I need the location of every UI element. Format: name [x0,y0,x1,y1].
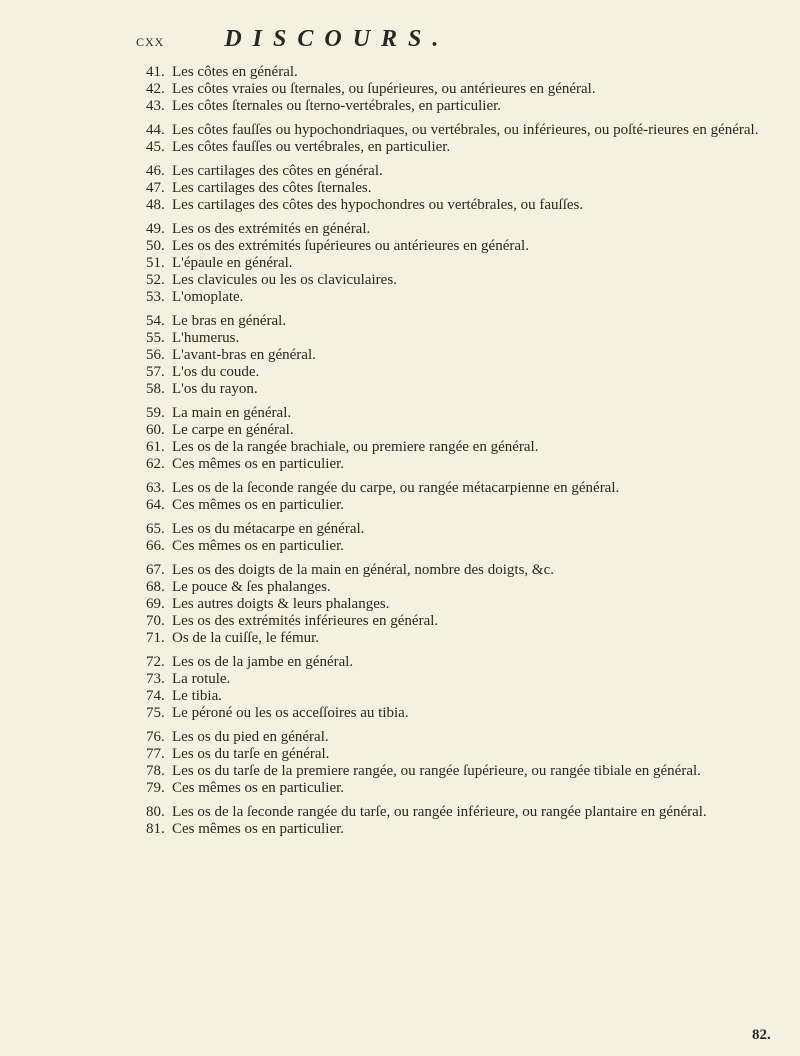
entry-number: 80. [146,804,165,820]
entry-number: 76. [146,729,165,745]
entry-text: Les os de la jambe en général. [172,654,354,670]
entry-number: 79. [146,780,165,796]
list-item [146,596,786,613]
entry-text: Les autres doigts & leurs phalanges. [172,596,390,612]
entry-list [146,64,786,838]
entry-number: 59. [146,405,165,421]
list-item [146,688,786,705]
list-item [146,497,786,514]
entry-number: 66. [146,538,165,554]
list-item [146,538,786,555]
list-item [146,330,786,347]
entry-number: 60. [146,422,165,438]
list-item [146,64,786,81]
entry-number: 57. [146,364,165,380]
entry-text: Les os de la ſeconde rangée du carpe, ou rangée métacarpienne en général. [172,480,620,496]
entry-number: 73. [146,671,165,687]
list-item [146,456,786,473]
entry-text: L'omoplate. [172,289,244,305]
entry-text: Les os de la ſeconde rangée du tarſe, ou rangée inférieure, ou rangée plantaire en général. [172,804,707,820]
entry-text: Ces mêmes os en particulier. [172,780,345,796]
entry-text: Ces mêmes os en particulier. [172,538,345,554]
list-item [146,763,786,780]
entry-text: L'humerus. [172,330,240,346]
entry-text: Les côtes vraies ou ſternales, ou ſupérieures, ou antérieures en général. [172,81,596,97]
entry-text: Le carpe en général. [172,422,294,438]
list-item [146,347,786,364]
entry-text: L'avant-bras en général. [172,347,316,363]
entry-text: Les clavicules ou les os claviculaires. [172,272,397,288]
list-item [146,381,786,398]
entry-text: L'os du rayon. [172,381,258,397]
entry-text: Les os de la rangée brachiale, ou premiere rangée en général. [172,439,539,455]
entry-number: 50. [146,238,165,254]
list-item [146,480,786,497]
list-item [146,221,786,238]
entry-text: La rotule. [172,671,231,687]
entry-text: Les os des extrémités ſupérieures ou antérieures en général. [172,238,529,254]
entry-text: Ces mêmes os en particulier. [172,497,345,513]
entry-number: 81. [146,821,165,837]
entry-text: La main en général. [172,405,292,421]
entry-text: Les os des extrémités inférieures en général. [172,613,439,629]
list-item [146,780,786,797]
entry-text: Les côtes ſternales ou ſterno-vertébrales, en particulier. [172,98,502,114]
entry-number: 55. [146,330,165,346]
entry-number: 51. [146,255,165,271]
entry-text: Les os du pied en général. [172,729,329,745]
entry-number: 64. [146,497,165,513]
entry-text: L'os du coude. [172,364,260,380]
entry-text: Les os du tarſe de la premiere rangée, ou rangée ſupérieure, ou rangée tibiale en général. [172,763,701,779]
entry-text: Les cartilages des côtes des hypochondres ou vertébrales, ou fauſſes. [172,197,584,213]
entry-number: 46. [146,163,165,179]
entry-number: 78. [146,763,165,779]
list-item [146,238,786,255]
list-item [146,255,786,272]
page-header [136,26,756,53]
list-item [146,613,786,630]
list-item [146,422,786,439]
entry-text: Le bras en général. [172,313,287,329]
list-item [146,272,786,289]
entry-number: 71. [146,630,165,646]
entry-number: 47. [146,180,165,196]
list-item [146,139,786,156]
list-item [146,579,786,596]
list-item [146,746,786,763]
list-item [146,562,786,579]
entry-text: Ces mêmes os en particulier. [172,821,345,837]
list-item [146,163,786,180]
entry-text: Ces mêmes os en particulier. [172,456,345,472]
entry-number: 65. [146,521,165,537]
list-item [146,81,786,98]
list-item [146,630,786,647]
entry-number: 54. [146,313,165,329]
list-item [146,671,786,688]
entry-number: 62. [146,456,165,472]
entry-text: Les côtes en général. [172,64,298,80]
entry-text: Les os du tarſe en général. [172,746,330,762]
list-item [146,654,786,671]
list-item [146,289,786,306]
entry-number: 53. [146,289,165,305]
list-item [146,197,786,214]
entry-text: Les cartilages des côtes en général. [172,163,383,179]
list-item [146,821,786,838]
entry-text: Les côtes fauſſes ou vertébrales, en particulier. [172,139,451,155]
entry-number: 75. [146,705,165,721]
list-item [146,804,786,821]
entry-number: 49. [146,221,165,237]
entry-number: 69. [146,596,165,612]
list-item [146,364,786,381]
entry-number: 45. [146,139,165,155]
entry-text: Les os du métacarpe en général. [172,521,365,537]
entry-number: 72. [146,654,165,670]
entry-number: 44. [146,122,165,138]
entry-number: 41. [146,64,165,80]
entry-number: 42. [146,81,165,97]
entry-number: 58. [146,381,165,397]
entry-number: 48. [146,197,165,213]
entry-number: 61. [146,439,165,455]
entry-number: 70. [146,613,165,629]
entry-text: L'épaule en général. [172,255,293,271]
entry-number: 67. [146,562,165,578]
list-item [146,122,786,139]
list-item [146,521,786,538]
list-item [146,180,786,197]
entry-text: Os de la cuiſſe, le fémur. [172,630,320,646]
entry-number: 74. [146,688,165,704]
entry-number: 43. [146,98,165,114]
list-item [146,98,786,115]
entry-text: Le péroné ou les os acceſſoires au tibia. [172,705,409,721]
running-title: DISCOURS. [224,26,450,52]
entry-text: Le pouce & ſes phalanges. [172,579,331,595]
entry-text: Les os des doigts de la main en général, nombre des doigts, &c. [172,562,554,578]
entry-text: Les côtes fauſſes ou hypochondriaques, ou vertébrales, ou inférieures, ou poſté-rieures en général. [172,122,759,138]
entry-number: 52. [146,272,165,288]
page-number: cxx [136,31,165,50]
entry-text: Le tibia. [172,688,222,704]
list-item [146,705,786,722]
entry-number: 63. [146,480,165,496]
catchword: 82. [752,1027,771,1043]
entry-number: 56. [146,347,165,363]
entry-text: Les cartilages des côtes ſternales. [172,180,372,196]
list-item [146,439,786,456]
list-item [146,405,786,422]
entry-text: Les os des extrémités en général. [172,221,371,237]
list-item [146,729,786,746]
entry-number: 77. [146,746,165,762]
list-item [146,313,786,330]
entry-number: 68. [146,579,165,595]
